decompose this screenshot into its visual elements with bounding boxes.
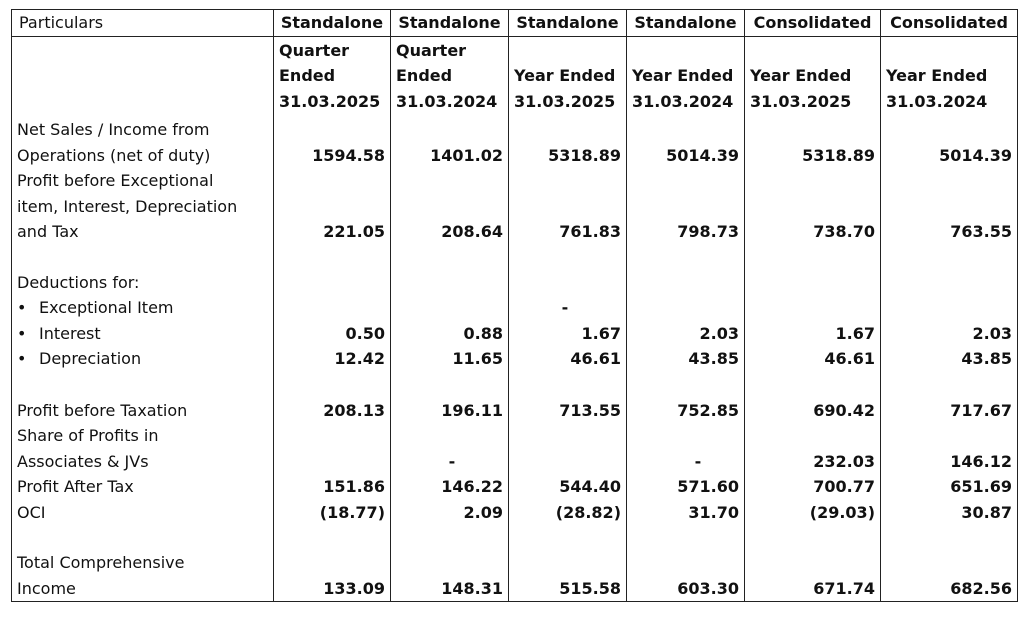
table-cell — [881, 270, 1018, 296]
table-cell — [391, 295, 509, 321]
table-cell: 2.03 — [627, 321, 745, 347]
table-cell: 752.85 — [627, 398, 745, 424]
period-line1: Quarter — [396, 40, 467, 60]
table-cell: 571.60 — [627, 474, 745, 500]
table-cell: 46.61 — [509, 346, 627, 372]
col-period-header — [627, 37, 745, 118]
particulars-blank — [12, 37, 274, 118]
table-cell: 671.74 — [745, 550, 881, 602]
period-date: 31.03.2025 — [750, 91, 852, 111]
financial-results-table — [11, 9, 1018, 602]
table-cell — [627, 295, 745, 321]
row-label: • Exceptional Item — [12, 295, 274, 321]
table-row — [12, 117, 1018, 168]
table-row — [12, 321, 1018, 347]
table-cell — [274, 423, 391, 474]
period-line2: Ended — [396, 66, 453, 85]
row-label: • Depreciation — [12, 346, 274, 372]
table-cell: 2.09 — [391, 500, 509, 526]
row-label: Profit before Exceptional item, Interest, Depreciation and Tax — [12, 168, 274, 245]
row-label: Profit before Taxation — [12, 398, 274, 424]
table-cell: 651.69 — [881, 474, 1018, 500]
table-cell: 0.88 — [391, 321, 509, 347]
table-cell: 12.42 — [274, 346, 391, 372]
period-date: 31.03.2025 — [514, 91, 616, 111]
bullet-icon: • — [17, 323, 27, 343]
table-cell: 5318.89 — [509, 117, 627, 168]
table-cell: 146.12 — [881, 423, 1018, 474]
row-label: Deductions for: — [12, 270, 274, 296]
table-cell — [509, 423, 627, 474]
row-label: Share of Profits in Associates & JVs — [12, 423, 274, 474]
row-label: Profit After Tax — [12, 474, 274, 500]
table-cell — [881, 295, 1018, 321]
col-period-header — [391, 37, 509, 118]
table-cell: 5318.89 — [745, 117, 881, 168]
period-date: 31.03.2025 — [279, 91, 381, 111]
table-cell — [274, 295, 391, 321]
col-period-header — [509, 37, 627, 118]
table-cell: 1594.58 — [274, 117, 391, 168]
table-cell: 43.85 — [881, 346, 1018, 372]
col-period-header — [881, 37, 1018, 118]
table-cell: - — [627, 423, 745, 474]
table-row — [12, 550, 1018, 602]
table-cell: (29.03) — [745, 500, 881, 526]
bullet-icon: • — [17, 298, 27, 317]
col-period-header — [274, 37, 391, 118]
table-cell — [627, 270, 745, 296]
table-cell — [745, 295, 881, 321]
row-label: • Interest — [12, 321, 274, 347]
table-cell: 148.31 — [391, 550, 509, 602]
table-cell: 515.58 — [509, 550, 627, 602]
table-row — [12, 423, 1018, 474]
header-row-period — [12, 37, 1018, 118]
col-type-header: Standalone — [509, 10, 627, 37]
table-cell — [509, 270, 627, 296]
table-cell: 232.03 — [745, 423, 881, 474]
table-cell: 46.61 — [745, 346, 881, 372]
period-line2: Year Ended — [750, 66, 852, 85]
table-cell: 738.70 — [745, 168, 881, 245]
table-cell: 208.64 — [391, 168, 509, 245]
table-cell: 221.05 — [274, 168, 391, 245]
table-cell: 690.42 — [745, 398, 881, 424]
table-row — [12, 346, 1018, 372]
table-cell: 31.70 — [627, 500, 745, 526]
table-cell: 1401.02 — [391, 117, 509, 168]
col-type-header: Standalone — [274, 10, 391, 37]
col-type-header: Standalone — [391, 10, 509, 37]
table-cell: 0.50 — [274, 321, 391, 347]
table-cell: 1.67 — [509, 321, 627, 347]
period-line2: Year Ended — [886, 66, 988, 85]
table-cell: (28.82) — [509, 500, 627, 526]
table-cell: 133.09 — [274, 550, 391, 602]
table-cell: - — [509, 295, 627, 321]
table-cell — [391, 270, 509, 296]
table-cell: - — [391, 423, 509, 474]
table-cell: 151.86 — [274, 474, 391, 500]
table-row — [12, 474, 1018, 500]
period-line1: Quarter — [279, 40, 350, 60]
table-cell: 2.03 — [881, 321, 1018, 347]
table-cell: 208.13 — [274, 398, 391, 424]
table-row — [12, 270, 1018, 296]
table-cell: 196.11 — [391, 398, 509, 424]
table-cell: (18.77) — [274, 500, 391, 526]
table-row — [12, 500, 1018, 526]
col-type-header: Consolidated — [881, 10, 1018, 37]
period-date: 31.03.2024 — [632, 91, 734, 111]
table-cell: 146.22 — [391, 474, 509, 500]
table-cell: 43.85 — [627, 346, 745, 372]
table-cell: 700.77 — [745, 474, 881, 500]
header-row-type — [12, 10, 1018, 37]
table-cell: 5014.39 — [627, 117, 745, 168]
table-row — [12, 398, 1018, 424]
period-date: 31.03.2024 — [396, 91, 498, 111]
table-cell: 761.83 — [509, 168, 627, 245]
table-cell: 682.56 — [881, 550, 1018, 602]
table-cell: 763.55 — [881, 168, 1018, 245]
table-cell: 30.87 — [881, 500, 1018, 526]
table-cell: 5014.39 — [881, 117, 1018, 168]
table-cell: 717.67 — [881, 398, 1018, 424]
row-label: OCI — [12, 500, 274, 526]
row-label: Total Comprehensive Income — [12, 550, 274, 602]
table-cell: 798.73 — [627, 168, 745, 245]
col-type-header: Consolidated — [745, 10, 881, 37]
period-date: 31.03.2024 — [886, 91, 988, 111]
col-period-header — [745, 37, 881, 118]
table-cell: 713.55 — [509, 398, 627, 424]
table-cell: 11.65 — [391, 346, 509, 372]
col-type-header: Standalone — [627, 10, 745, 37]
bullet-icon: • — [17, 349, 27, 368]
spacer-row — [12, 245, 1018, 270]
table-row — [12, 168, 1018, 245]
period-line2: Year Ended — [632, 66, 734, 85]
row-label: Net Sales / Income from Operations (net of duty) — [12, 117, 274, 168]
spacer-row — [12, 372, 1018, 398]
table-cell — [745, 270, 881, 296]
table-cell: 1.67 — [745, 321, 881, 347]
spacer-row — [12, 525, 1018, 550]
table-row — [12, 295, 1018, 321]
table-cell: 603.30 — [627, 550, 745, 602]
particulars-header: Particulars — [12, 10, 274, 37]
table-cell: 544.40 — [509, 474, 627, 500]
period-line2: Year Ended — [514, 66, 616, 85]
table-cell — [274, 270, 391, 296]
period-line2: Ended — [279, 66, 336, 85]
